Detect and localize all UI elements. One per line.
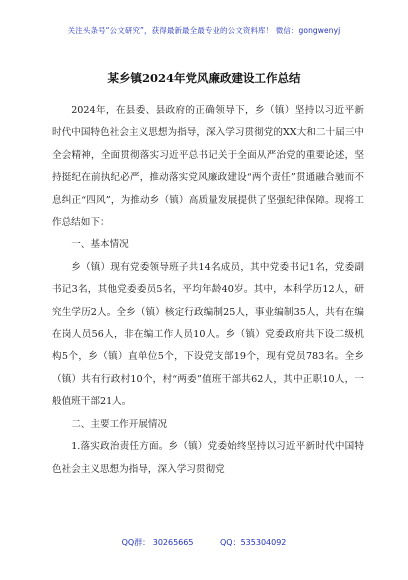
section-heading-basic: 一、基本情况: [71, 239, 129, 251]
footer-qq-group: QQ群： 30265665: [121, 538, 194, 547]
document-body: [52, 100, 364, 481]
header-banner: 关注头条号“公文研究”，获得最新最全最专业的公文资料库！ 微信：gongwenyj: [67, 26, 341, 35]
footer-qq: QQ：535304092: [220, 538, 287, 547]
footer-contact: [0, 537, 408, 548]
section-heading-work: 二、主要工作开展情况: [71, 418, 168, 430]
section-paragraph-work: 1.落实政治责任方面。乡（镇）党委始终坚持以习近平新时代中国特色社会主义思想为指导，深入学习贯彻党: [52, 441, 364, 475]
page-title: 某乡镇2024年党风廉政建设工作总结: [107, 71, 301, 85]
section-paragraph-basic: 乡（镇）现有党委领导班子共14名成员，其中党委书记1名，党委副书记3名，其他党委委员5名，平均年龄40岁。其中，本科学历12人，研究生学历2人。全乡（镇）核定行政编制25人，事业编制35人，共有在编在岗人员56人，非在编工作人员10人。乡（镇）党委政府共下设二级机构5个，乡（镇）直单位5个，下设党支部19个，现有党员783名。全乡（镇）共有行政村10个，村“两委”值班干部共62人，其中正职10人，一般值班干部21人。: [52, 261, 364, 408]
intro-paragraph: 2024年，在县委、县政府的正确领导下，乡（镇）坚持以习近平新时代中国特色社会主义思想为指导，深入学习贯彻党的XX大和二十届三中全会精神，全面贯彻落实习近平总书记关于全面从严治党的重要论述，坚持挺纪在前执纪必严，推动落实党风廉政建设“两个责任”贯通融合驰而不息纠正“四风”，为推动乡（镇）高质量发展提供了坚强纪律保障。现将工作总结如下：: [52, 105, 364, 229]
